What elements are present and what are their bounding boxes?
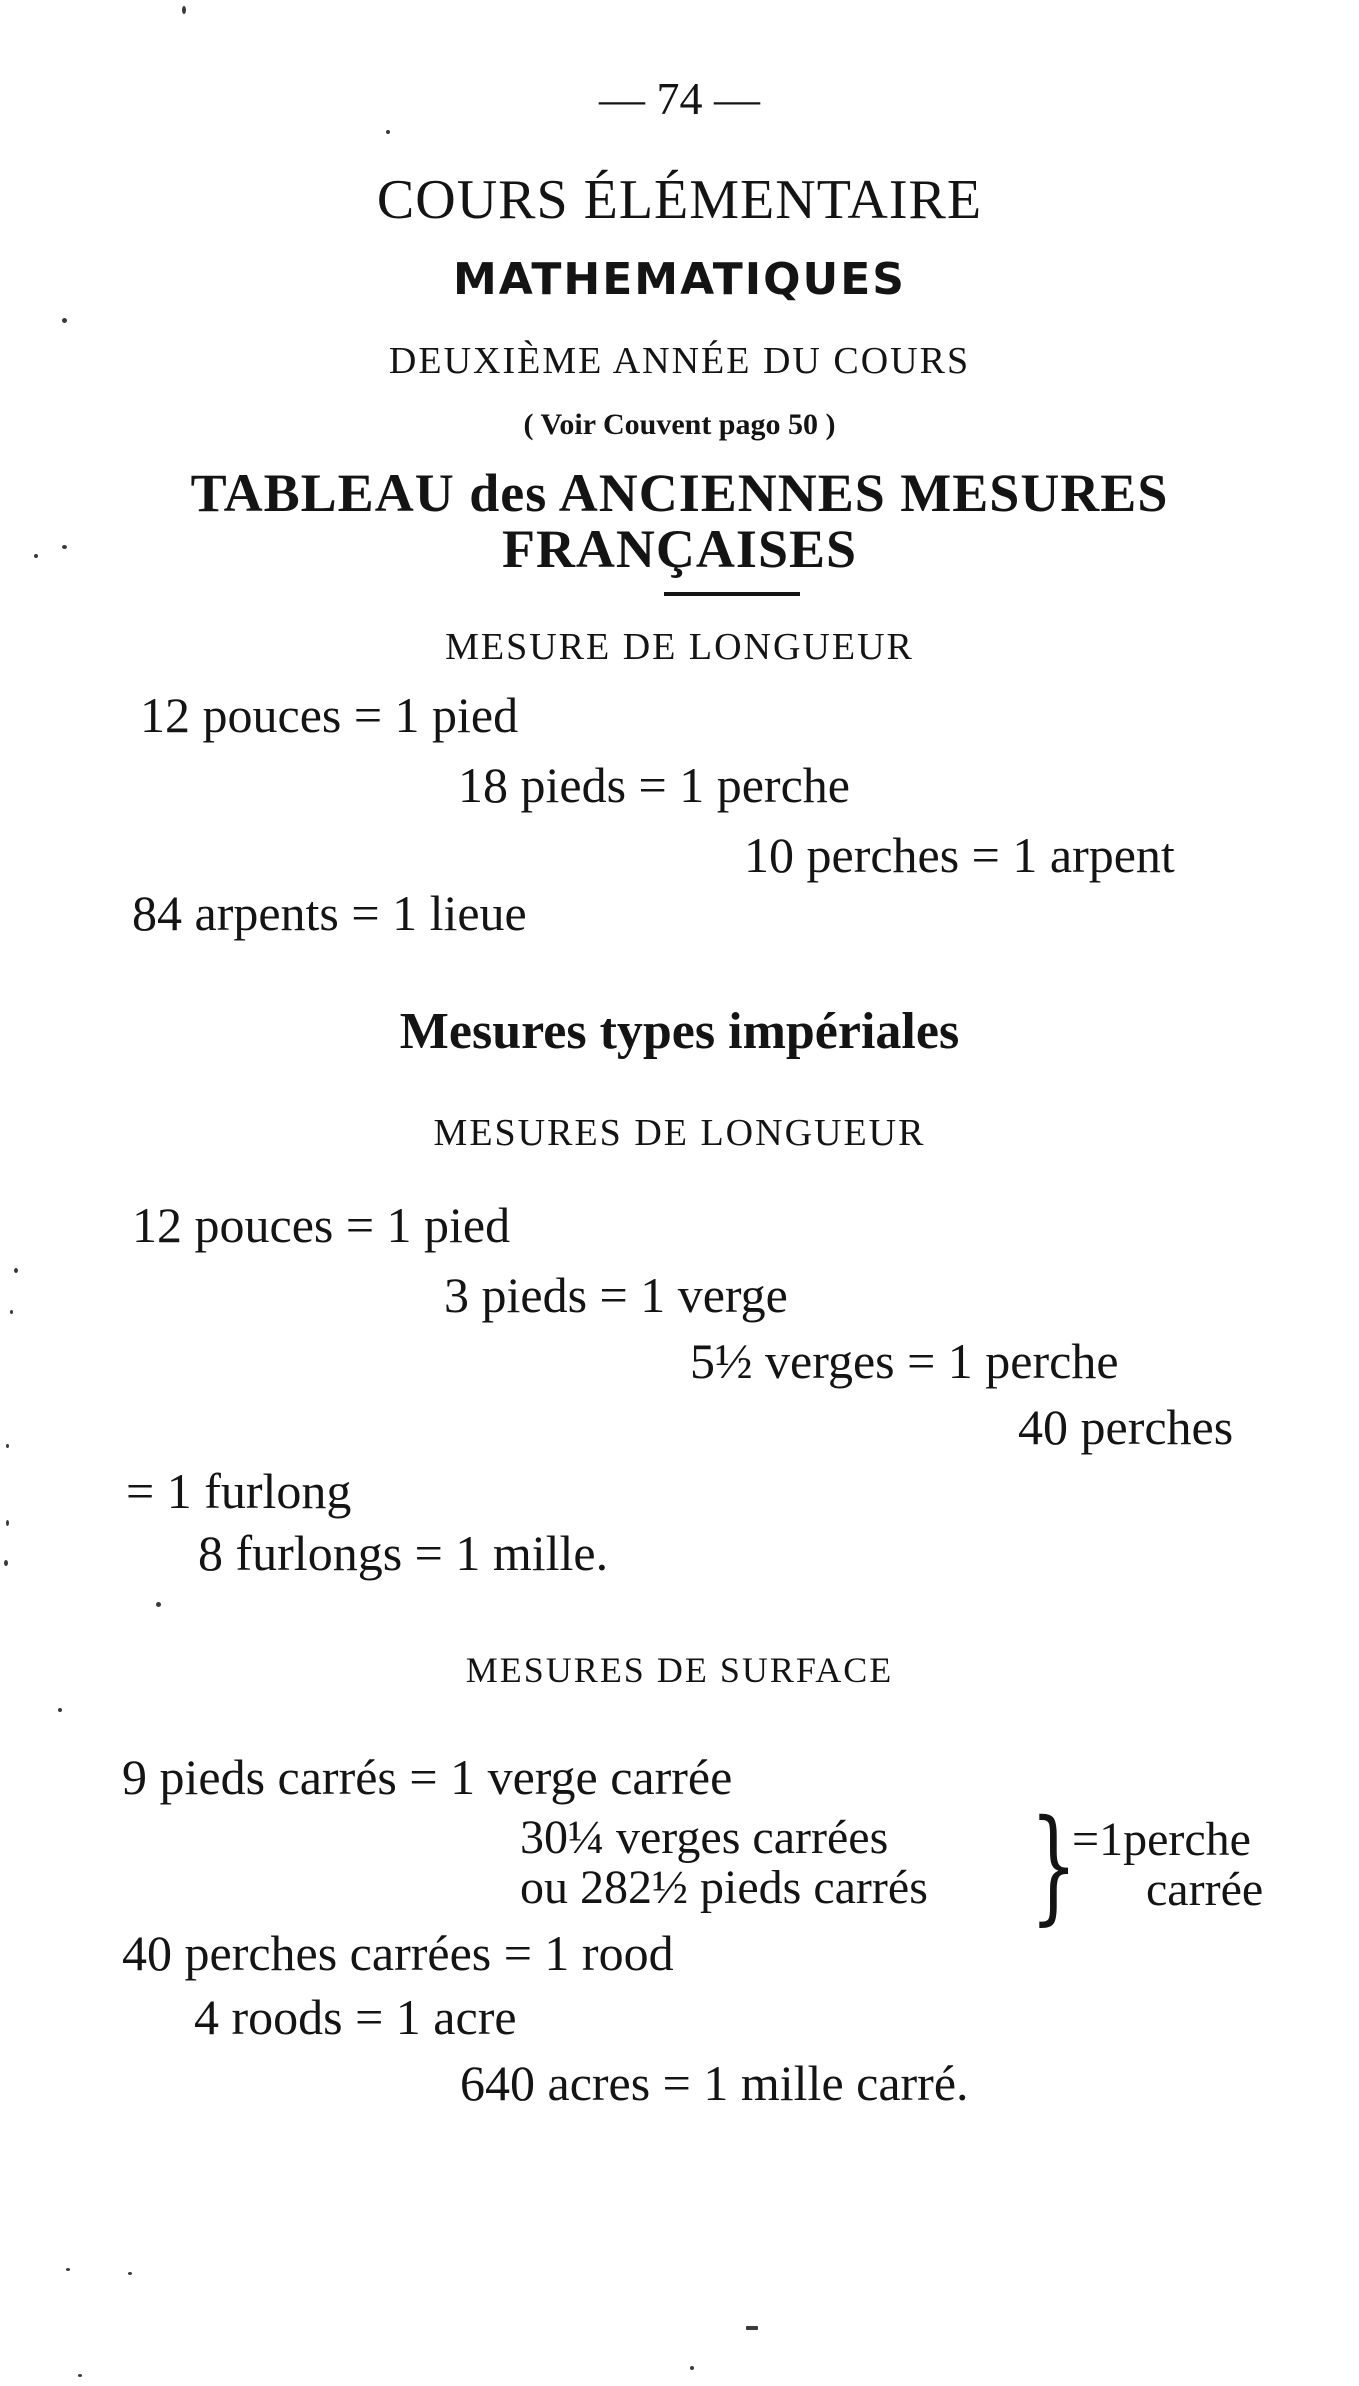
imperial-line-perches: 40 perches <box>1018 1399 1234 1455</box>
surface-line-mille: 640 acres = 1 mille carré. <box>460 2055 969 2111</box>
scan-speck <box>58 1708 62 1712</box>
imperial-line-pieds: 3 pieds = 1 verge <box>444 1267 788 1323</box>
table-title-line2: FRANÇAISES <box>501 519 858 579</box>
scan-speck <box>34 554 38 558</box>
ancient-line-pouces: 12 pouces = 1 pied <box>140 687 519 743</box>
scan-speck <box>156 1602 161 1607</box>
scan-speck <box>690 2366 694 2370</box>
scan-speck <box>6 1520 9 1526</box>
surface-line-rood: 40 perches carrées = 1 rood <box>122 1925 674 1981</box>
imperial-line-furlong: = 1 furlong <box>126 1463 352 1519</box>
scan-speck <box>6 1444 9 1448</box>
imperial-line-furlongs: 8 furlongs = 1 mille. <box>198 1525 609 1581</box>
scan-speck <box>128 2272 132 2275</box>
ancient-line-perches: 10 perches = 1 arpent <box>744 827 1175 883</box>
scan-speck <box>10 1310 13 1314</box>
page-number: — 74 — <box>599 73 760 124</box>
scan-speck <box>4 1560 8 1566</box>
imperial-title: Mesures types impériales <box>399 1003 960 1060</box>
surface-line-pieds: ou 282½ pieds carrés <box>520 1861 928 1914</box>
right-brace: } <box>1030 1794 1078 1938</box>
scan-speck <box>14 1268 18 1273</box>
scan-speck <box>182 6 186 14</box>
year-heading: DEUXIÈME ANNÉE DU COURS <box>388 340 971 382</box>
imperial-line-pouces: 12 pouces = 1 pied <box>132 1197 511 1253</box>
course-heading: COURS ÉLÉMENTAIRE <box>376 169 983 231</box>
cover-note: ( Voir Couvent pago 50 ) <box>523 408 836 441</box>
subject-heading: MATHEMATIQUES <box>452 254 906 305</box>
ancient-length-heading: MESURE DE LONGUEUR <box>445 626 914 668</box>
imperial-line-verges: 5½ verges = 1 perche <box>690 1333 1119 1389</box>
surface-heading: MESURES DE SURFACE <box>465 1650 894 1690</box>
scan-speck <box>62 318 67 323</box>
scan-speck <box>66 2268 70 2271</box>
scan-speck <box>78 2374 82 2377</box>
surface-line-acre: 4 roods = 1 acre <box>194 1989 517 2045</box>
table-title-line1: TABLEAU des ANCIENNES MESURES <box>190 463 1169 523</box>
surface-line-carree: carrée <box>1146 1863 1264 1916</box>
title-underline <box>664 592 800 596</box>
scan-speck <box>746 2326 758 2330</box>
scan-speck <box>62 545 67 549</box>
surface-line-perche: =1perche <box>1072 1813 1251 1866</box>
surface-line-verge: 9 pieds carrés = 1 verge carrée <box>122 1749 733 1805</box>
surface-line-verges: 30¼ verges carrées <box>520 1811 889 1864</box>
ancient-line-arpents: 84 arpents = 1 lieue <box>132 885 527 941</box>
ancient-line-pieds: 18 pieds = 1 perche <box>458 757 850 813</box>
imperial-length-heading: MESURES DE LONGUEUR <box>433 1112 926 1154</box>
scan-speck <box>386 130 390 134</box>
